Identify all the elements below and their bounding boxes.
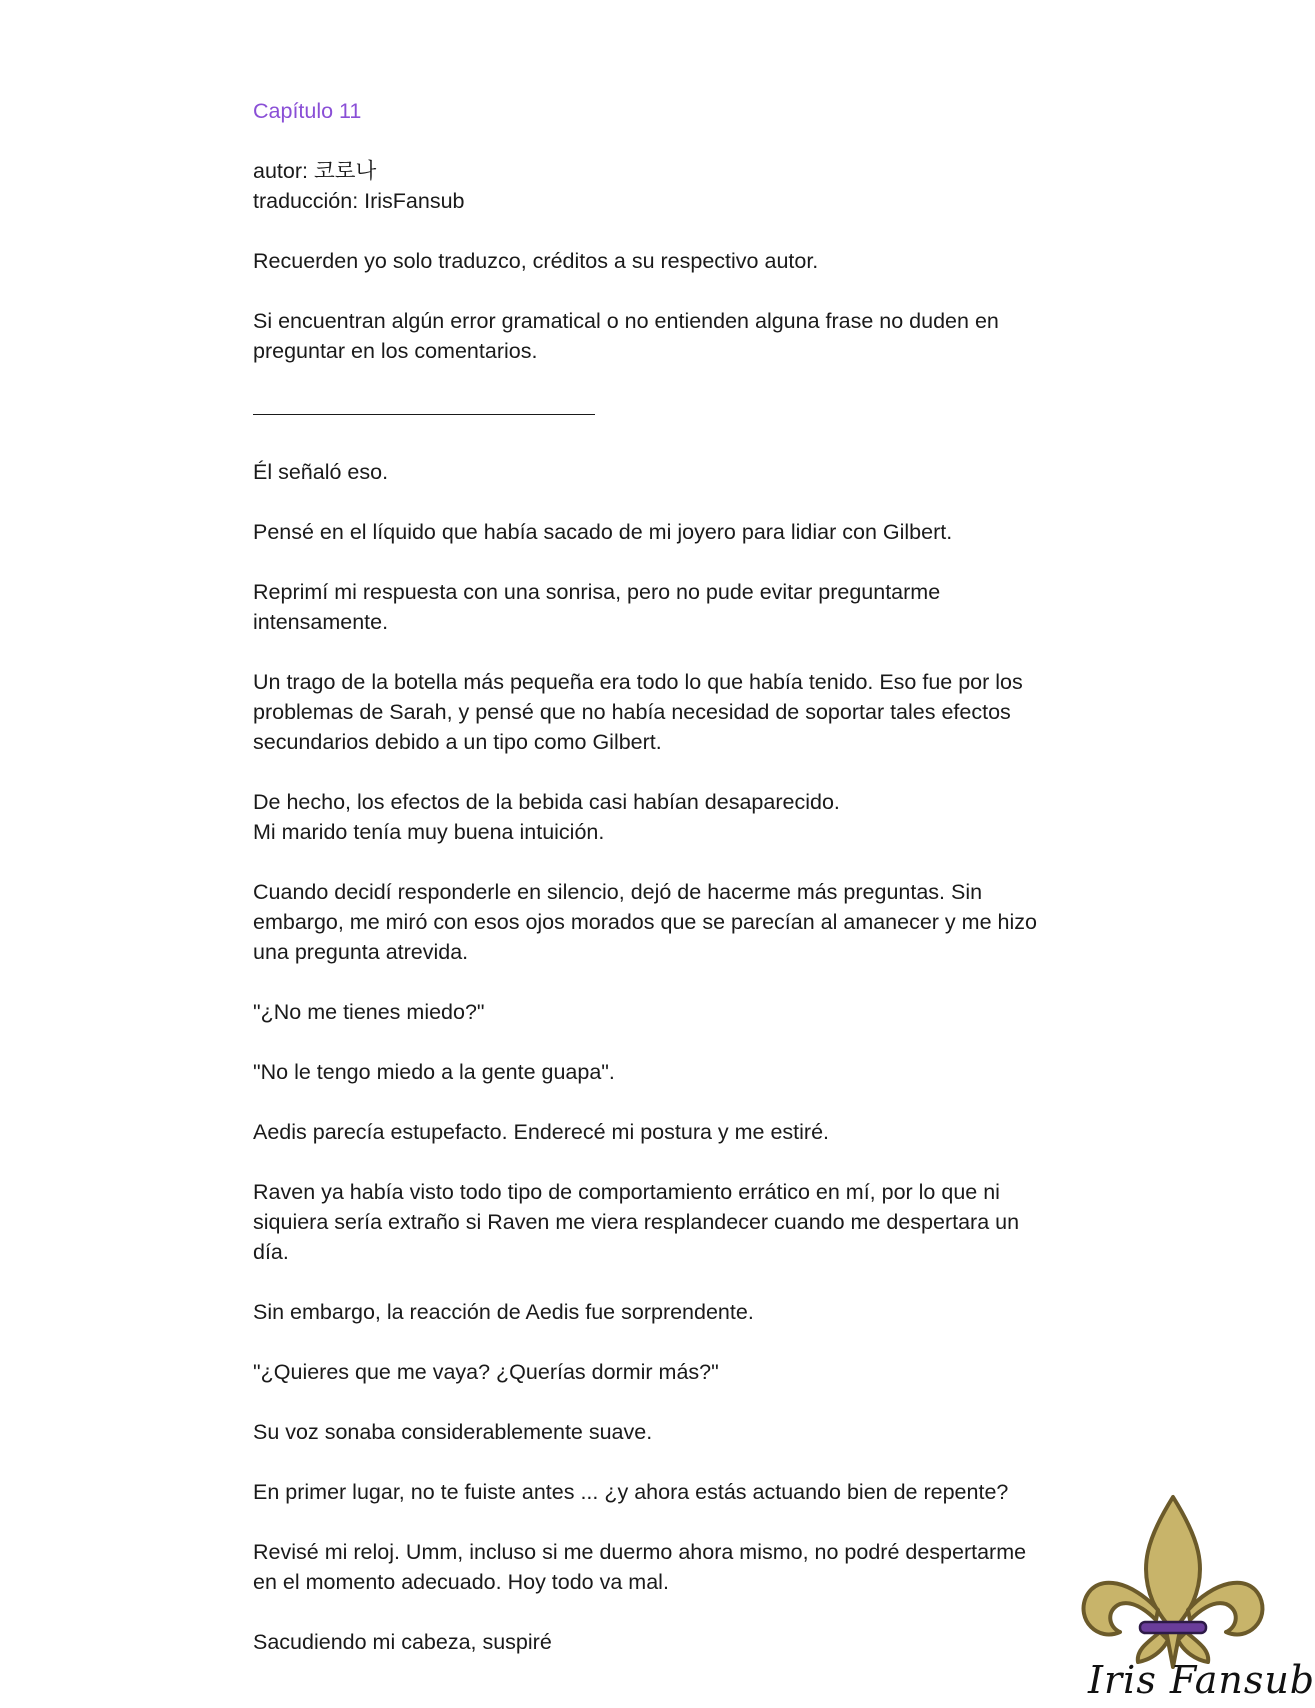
paragraph: De hecho, los efectos de la bebida casi habían desaparecido.	[253, 790, 840, 814]
translator-note-1: Recuerden yo solo traduzco, créditos a su respectivo autor.	[253, 249, 819, 273]
section-divider	[253, 414, 595, 415]
paragraph: Raven ya había visto todo tipo de comportamiento errático en mí, por lo que ni siquiera sería extraño si Raven me viera resplandecer cuando me despertara un día.	[253, 1180, 1020, 1264]
paragraph-group	[253, 787, 1053, 847]
paragraph: Él señaló eso.	[253, 460, 389, 484]
paragraph: En primer lugar, no te fuiste antes ... ¿y ahora estás actuando bien de repente?	[253, 1480, 1009, 1504]
paragraph: Pensé en el líquido que había sacado de mi joyero para lidiar con Gilbert.	[253, 520, 953, 544]
paragraph: Cuando decidí responderle en silencio, dejó de hacerme más preguntas. Sin embargo, me miró con esos ojos morados que se parecían al amanecer y me hizo una pregunta atrevida.	[253, 880, 1037, 964]
paragraph: Un trago de la botella más pequeña era todo lo que había tenido. Eso fue por los problemas de Sarah, y pensé que no había necesidad de soportar tales efectos secundarios debido a un tipo como Gilbert.	[253, 670, 1023, 754]
paragraph: "No le tengo miedo a la gente guapa".	[253, 1060, 615, 1084]
paragraph: Su voz sonaba considerablemente suave.	[253, 1420, 653, 1444]
paragraph: Sin embargo, la reacción de Aedis fue sorprendente.	[253, 1300, 754, 1324]
author-line: autor: 코로나	[253, 159, 377, 183]
paragraph: Aedis parecía estupefacto. Enderecé mi postura y me estiré.	[253, 1120, 830, 1144]
document-page	[253, 96, 1053, 1657]
paragraph: Mi marido tenía muy buena intuición.	[253, 820, 605, 844]
paragraph: Reprimí mi respuesta con una sonrisa, pero no pude evitar preguntarme intensamente.	[253, 580, 941, 634]
watermark-text: Iris Fansub	[1088, 1658, 1315, 1702]
paragraph: "¿Quieres que me vaya? ¿Querías dormir más?"	[253, 1360, 719, 1384]
chapter-title: Capítulo 11	[253, 99, 362, 123]
paragraph: Revisé mi reloj. Umm, incluso si me duermo ahora mismo, no podré despertarme en el momento adecuado. Hoy todo va mal.	[253, 1540, 1027, 1594]
translator-note-2: Si encuentran algún error gramatical o no entienden alguna frase no duden en preguntar en los comentarios.	[253, 309, 999, 363]
paragraph: "¿No me tienes miedo?"	[253, 1000, 485, 1024]
translation-line: traducción: IrisFansub	[253, 189, 465, 213]
paragraph: Sacudiendo mi cabeza, suspiré	[253, 1630, 552, 1654]
credits-block	[253, 156, 1053, 216]
